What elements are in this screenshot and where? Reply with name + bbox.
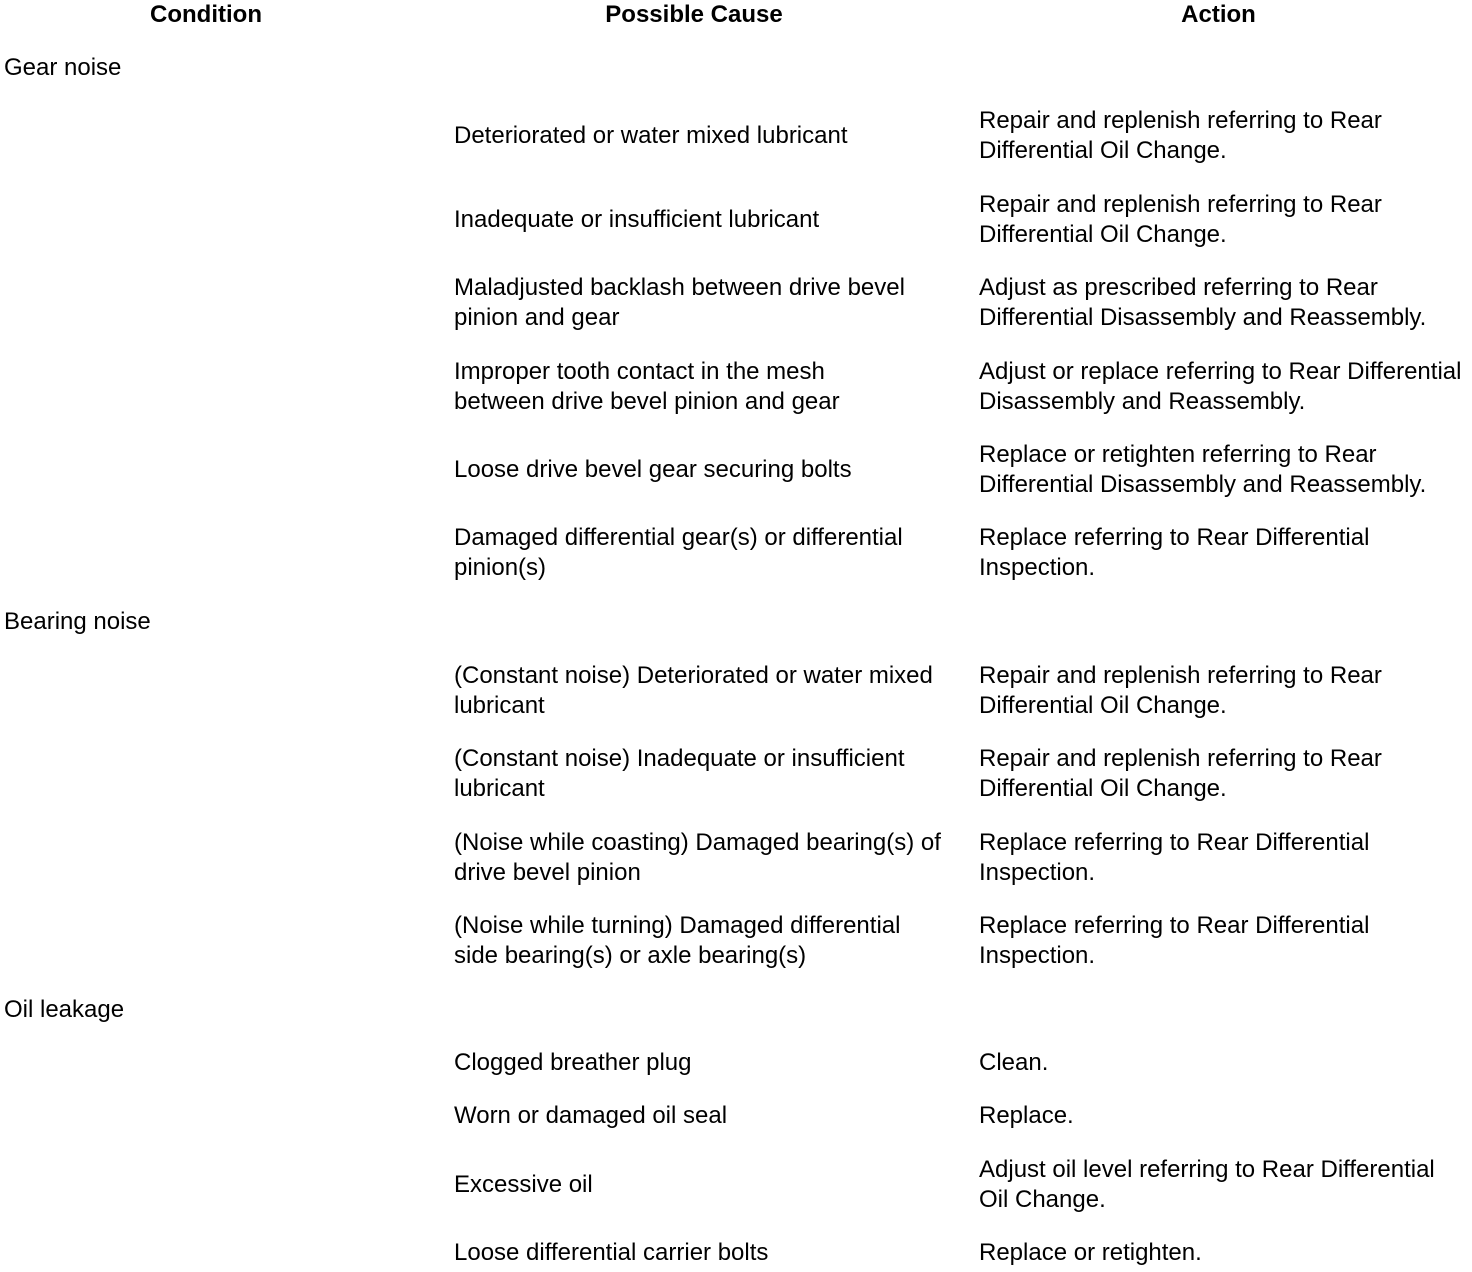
cause-cell: (Noise while coasting) Damaged bearing(s) of drive bevel pinion — [454, 829, 941, 886]
action-cell: Repair and replenish referring to Rear Differential Oil Change. — [979, 745, 1382, 802]
cause-cell: Inadequate or insufficient lubricant — [454, 206, 820, 233]
table-row — [0, 440, 1472, 500]
condition-label: Bearing noise — [4, 608, 151, 635]
cause-cell: Damaged differential gear(s) or differential pinion(s) — [454, 524, 903, 581]
table-row — [0, 1101, 1472, 1131]
cause-cell: Deteriorated or water mixed lubricant — [454, 122, 848, 149]
condition-label: Oil leakage — [4, 996, 125, 1023]
header-possible-cause: Possible Cause — [605, 1, 783, 28]
action-cell: Adjust oil level referring to Rear Differential Oil Change. — [979, 1156, 1435, 1213]
action-cell: Clean. — [979, 1049, 1049, 1076]
cause-cell: Loose drive bevel gear securing bolts — [454, 456, 852, 483]
table-row — [0, 523, 1472, 583]
action-cell: Repair and replenish referring to Rear Differential Oil Change. — [979, 191, 1382, 248]
cause-cell: Excessive oil — [454, 1171, 593, 1198]
action-cell: Replace referring to Rear Differential Inspection. — [979, 912, 1370, 969]
header-condition: Condition — [150, 1, 262, 28]
action-cell: Replace or retighten referring to Rear Differential Disassembly and Reassembly. — [979, 441, 1427, 498]
table-row — [0, 828, 1472, 888]
action-cell: Replace or retighten. — [979, 1239, 1202, 1266]
cause-cell: (Constant noise) Inadequate or insufficient lubricant — [454, 745, 905, 802]
cause-cell: Worn or damaged oil seal — [454, 1102, 728, 1129]
action-cell: Repair and replenish referring to Rear Differential Oil Change. — [979, 107, 1382, 164]
table-row — [0, 106, 1472, 166]
cause-cell: Loose differential carrier bolts — [454, 1239, 769, 1266]
cause-cell: (Noise while turning) Damaged differential side bearing(s) or axle bearing(s) — [454, 912, 901, 969]
table-row — [0, 273, 1472, 333]
condition-row-gear-noise — [0, 53, 1472, 83]
table-row — [0, 744, 1472, 804]
cause-cell: Improper tooth contact in the mesh between drive bevel pinion and gear — [454, 358, 840, 415]
table-row — [0, 911, 1472, 971]
condition-row-bearing-noise — [0, 607, 1472, 637]
header-action: Action — [1181, 1, 1256, 28]
cause-cell: Maladjusted backlash between drive bevel pinion and gear — [454, 274, 905, 331]
action-cell: Adjust as prescribed referring to Rear Differential Disassembly and Reassembly. — [979, 274, 1427, 331]
cause-cell: (Constant noise) Deteriorated or water mixed lubricant — [454, 662, 933, 719]
cause-cell: Clogged breather plug — [454, 1049, 692, 1076]
action-cell: Replace. — [979, 1102, 1074, 1129]
action-cell: Replace referring to Rear Differential Inspection. — [979, 524, 1370, 581]
table-row — [0, 1048, 1472, 1078]
table-row — [0, 1155, 1472, 1215]
table-row — [0, 1238, 1472, 1268]
condition-row-oil-leakage — [0, 995, 1472, 1025]
table-row — [0, 357, 1472, 417]
condition-label: Gear noise — [4, 54, 122, 81]
action-cell: Replace referring to Rear Differential Inspection. — [979, 829, 1370, 886]
action-cell: Repair and replenish referring to Rear Differential Oil Change. — [979, 662, 1382, 719]
table-row — [0, 661, 1472, 721]
action-cell: Adjust or replace referring to Rear Differential Disassembly and Reassembly. — [979, 358, 1462, 415]
table-row — [0, 190, 1472, 250]
